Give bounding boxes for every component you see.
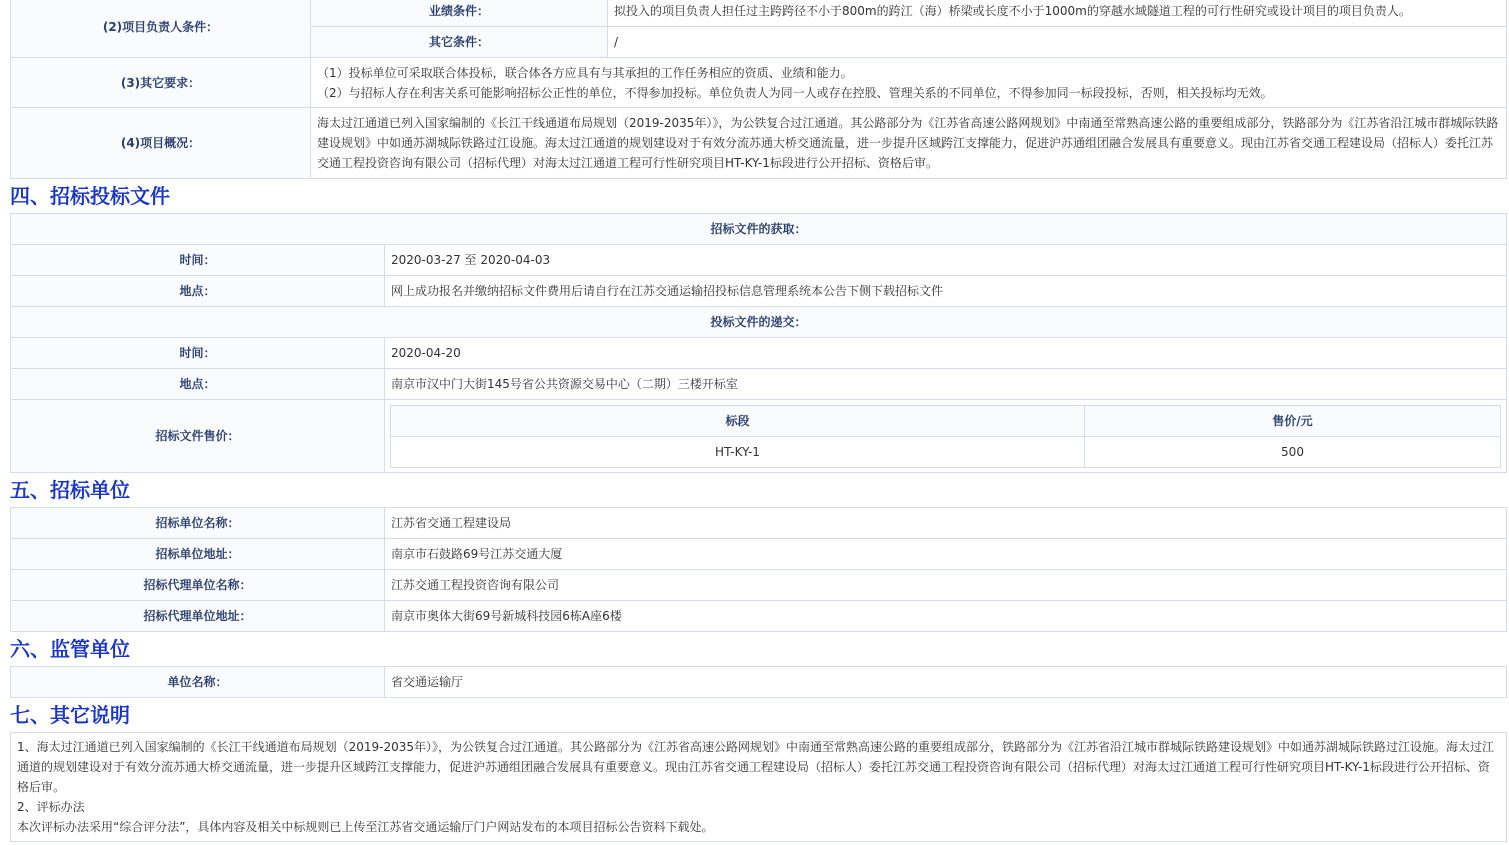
- price-table-header-price: 售价/元: [1085, 405, 1501, 436]
- price-table: [390, 405, 1501, 468]
- other-requirements-label: (3)其它要求：: [11, 58, 311, 108]
- submit-time-label: 时间：: [11, 338, 385, 369]
- obtain-title: 招标文件的获取：: [11, 214, 1507, 245]
- other-notes: [10, 732, 1507, 842]
- note-paragraph: 2、评标办法: [17, 800, 85, 814]
- requirement-line: （1）投标单位可采取联合体投标，联合体各方应具有与其承担的工作任务相应的资质、业绩和能力。: [317, 65, 853, 80]
- price-table-header-section: 标段: [391, 405, 1085, 436]
- performance-condition-value: 拟投入的项目负责人担任过主跨跨径不小于800m的跨江（海）桥梁或长度不小于1000m的穿越水域隧道工程的可行性研究或设计项目的项目负责人。: [608, 0, 1507, 27]
- supervisor-name-value: 省交通运输厅: [385, 667, 1507, 698]
- obtain-time-label: 时间：: [11, 245, 385, 276]
- table-row: [11, 601, 1507, 632]
- obtain-time-value: 2020-03-27 至 2020-04-03: [385, 245, 1507, 276]
- requirement-line: （2）与招标人存在利害关系可能影响招标公正性的单位，不得参加投标。单位负责人为同一人或存在控股、管理关系的不同单位，不得参加同一标段投标，否则，相关投标均无效。: [317, 85, 1273, 100]
- bid-documents-table: [10, 213, 1507, 473]
- submit-time-value: 2020-04-20: [385, 338, 1507, 369]
- submit-place-label: 地点：: [11, 369, 385, 400]
- project-overview-value: 海太过江通道已列入国家编制的《长江干线通道布局规划（2019-2035年）》，为公铁复合过江通道。其公路部分为《江苏省高速公路网规划》中南通至常熟高速公路的重要组成部分，铁路部分为《江苏省沿江城市群城际铁路建设规划》中如通苏湖城际铁路过江设施。海太过江通道的规划建设对于有效分流苏通大桥交通流量，进一步提升区域跨江支撑能力，促进沪苏通组团融合发展具有重要意义。现由江苏省交通工程建设局（招标人）委托江苏交通工程投资咨询有限公司（招标代理）对海太过江通道工程可行性研究项目HT-KY-1标段进行公开招标、资格后审。: [311, 108, 1507, 179]
- table-row: [11, 539, 1507, 570]
- price-label: 招标文件售价：: [11, 400, 385, 473]
- requirements-table: [10, 0, 1507, 179]
- price-cell: [385, 400, 1507, 473]
- note-paragraph: 1、海太过江通道已列入国家编制的《长江干线通道布局规划（2019-2035年）》，为公铁复合过江通道。其公路部分为《江苏省高速公路网规划》中南通至常熟高速公路的重要组成部分，铁路部分为《江苏省沿江城市群城际铁路建设规划》中如通苏湖城际铁路过江设施。海太过江通道的规划建设对于有效分流苏通大桥交通流量，进一步提升区域跨江支撑能力，促进沪苏通组团融合发展具有重要意义。现由江苏省交通工程建设局（招标人）委托江苏交通工程投资咨询有限公司（招标代理）对海太过江通道工程可行性研究项目HT-KY-1标段进行公开招标、资格后审。: [17, 740, 1495, 794]
- table-row: [11, 570, 1507, 601]
- section-heading-tenderer: 五、招标单位: [10, 478, 130, 502]
- price-table-price-value: 500: [1085, 436, 1501, 467]
- other-condition-value: /: [608, 27, 1507, 58]
- table-row: [391, 436, 1501, 467]
- other-condition-label: 其它条件：: [311, 27, 608, 58]
- section-heading-other-notes: 七、其它说明: [10, 703, 130, 727]
- agency-address-value: 南京市奥体大街69号新城科技园6栋A座6楼: [385, 601, 1507, 632]
- performance-condition-label: 业绩条件：: [311, 0, 608, 27]
- submit-title: 投标文件的递交：: [11, 307, 1507, 338]
- tenderer-address-label: 招标单位地址：: [11, 539, 385, 570]
- supervisor-name-label: 单位名称：: [11, 667, 385, 698]
- obtain-place-label: 地点：: [11, 276, 385, 307]
- table-row: [11, 508, 1507, 539]
- submit-place-value: 南京市汉中门大街145号省公共资源交易中心（二期）三楼开标室: [385, 369, 1507, 400]
- price-table-section-value: HT-KY-1: [391, 436, 1085, 467]
- tenderer-name-value: 江苏省交通工程建设局: [385, 508, 1507, 539]
- supervisor-table: [10, 666, 1507, 698]
- agency-name-label: 招标代理单位名称：: [11, 570, 385, 601]
- project-overview-label: (4)项目概况：: [11, 108, 311, 179]
- page-content: [10, 0, 1507, 842]
- tenderer-table: [10, 507, 1507, 632]
- note-paragraph: 本次评标办法采用“综合评分法”，具体内容及相关中标规则已上传至江苏省交通运输厅门户网站发布的本项目招标公告资料下载处。: [17, 820, 714, 834]
- leader-condition-label: (2)项目负责人条件：: [11, 0, 311, 58]
- tenderer-address-value: 南京市石鼓路69号江苏交通大厦: [385, 539, 1507, 570]
- tenderer-name-label: 招标单位名称：: [11, 508, 385, 539]
- agency-name-value: 江苏交通工程投资咨询有限公司: [385, 570, 1507, 601]
- section-heading-bid-documents: 四、招标投标文件: [10, 184, 170, 208]
- agency-address-label: 招标代理单位地址：: [11, 601, 385, 632]
- obtain-place-value: 网上成功报名并缴纳招标文件费用后请自行在江苏交通运输招投标信息管理系统本公告下侧下载招标文件: [385, 276, 1507, 307]
- other-requirements-value: [311, 58, 1507, 108]
- section-heading-supervisor: 六、监管单位: [10, 637, 130, 661]
